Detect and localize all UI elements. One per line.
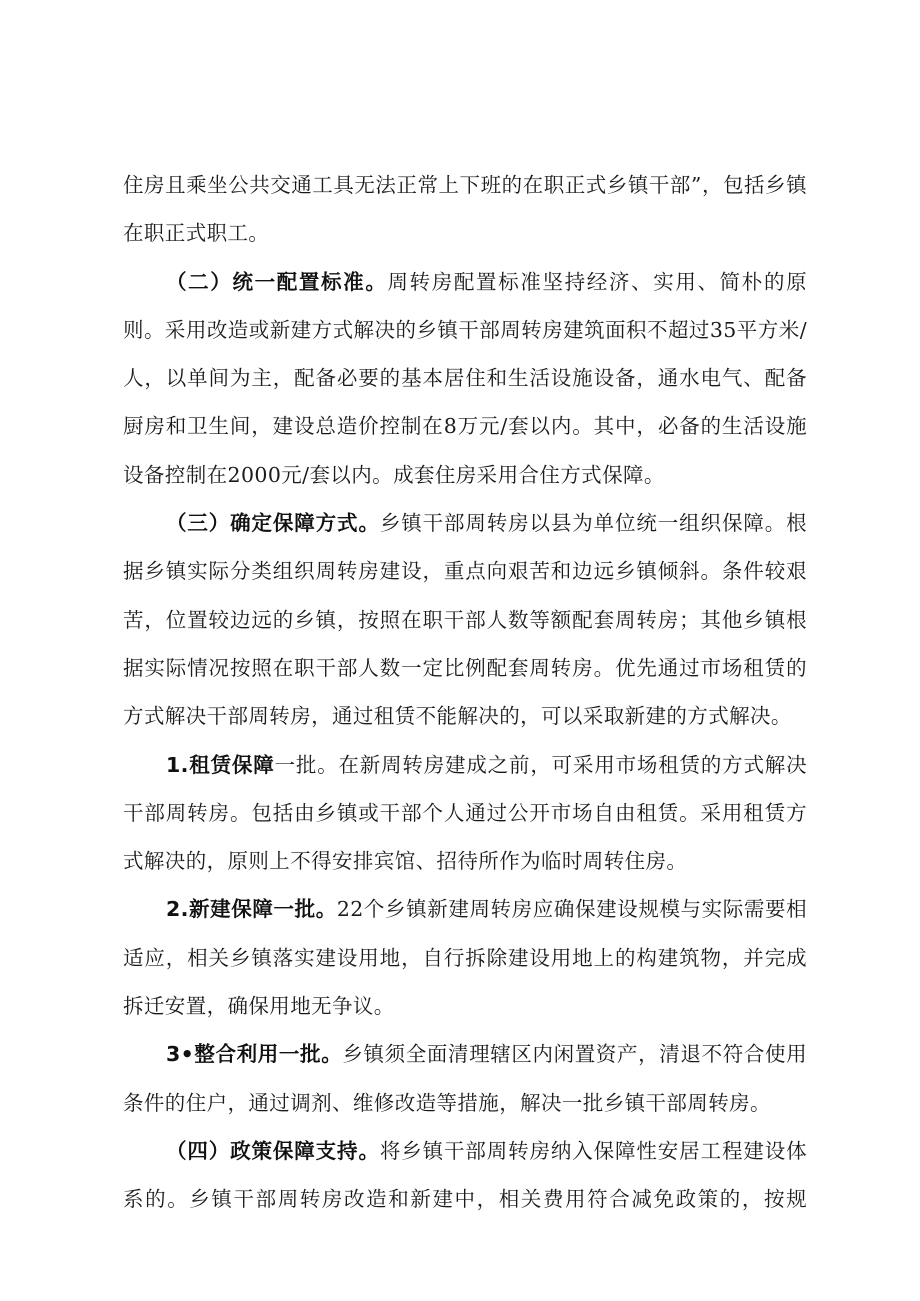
paragraph-text: 周转房配置标准坚持经济、实用、简朴的原则。采用改造或新建方式解决的乡镇干部周转房建筑面积不超过35平方米/人，以单间为主，配备必要的基本居住和生活设施设备，通水电气、配备厨房和卫生间，建设总造价控制在8万元/套以内。其中，必备的生活设施设备控制在2000元/套以内。成套住房采用合住方式保障。	[123, 269, 807, 487]
paragraph-text: 一批。在新周转房建成之前，可采用市场租赁的方式解决干部周转房。包括由乡镇或干部个人通过公开市场自由租赁。采用租赁方式解决的，原则上不得安排宾馆、招待所作为临时周转住房。	[123, 752, 807, 874]
paragraph-heading: （二）统一配置标准。	[166, 269, 388, 294]
paragraph-text: 乡镇须全面清理辖区内闲置资产，清退不符合使用条件的住户，通过调剂、维修改造等措施，解决一批乡镇干部周转房。	[123, 1042, 807, 1115]
paragraph-policy-support	[123, 1127, 807, 1224]
paragraph-text: 22个乡镇新建周转房应确保建设规模与实际需要相适应，相关乡镇落实建设用地，自行拆除建设用地上的构建筑物，并完成拆迁安置，确保用地无争议。	[123, 897, 807, 1019]
paragraph-heading: （四）政策保障支持。	[166, 1138, 380, 1163]
paragraph-heading: （三）确定保障方式。	[166, 511, 380, 536]
paragraph-text: 乡镇干部周转房以县为单位统一组织保障。根据乡镇实际分类组织周转房建设，重点向艰苦和边远乡镇倾斜。条件较艰苦，位置较边远的乡镇，按照在职干部人数等额配套周转房；其他乡镇根据实际情况按照在职干部人数一定比例配套周转房。优先通过市场租赁的方式解决干部周转房，通过租赁不能解决的，可以采取新建的方式解决。	[123, 511, 807, 729]
paragraph-text: 将乡镇干部周转房纳入保障性安居工程建设体系的。乡镇干部周转房改造和新建中，相关费用符合减免政策的，按规	[123, 1138, 807, 1212]
paragraph-heading: 2.新建保障一批。	[166, 897, 337, 922]
paragraph-integration	[123, 1030, 807, 1127]
paragraph-config-standard	[123, 258, 807, 499]
paragraph-rental	[123, 741, 807, 886]
document-body	[123, 161, 807, 1224]
paragraph-continuation	[123, 161, 807, 258]
paragraph-heading: 1.租赁保障	[166, 752, 275, 777]
paragraph-text: 住房且乘坐公共交通工具无法正常上下班的在职正式乡镇干部”，包括乡镇在职正式职工。	[123, 173, 807, 246]
paragraph-guarantee-method	[123, 499, 807, 740]
paragraph-new-construction	[123, 885, 807, 1030]
paragraph-heading: 3•整合利用一批。	[166, 1042, 343, 1067]
